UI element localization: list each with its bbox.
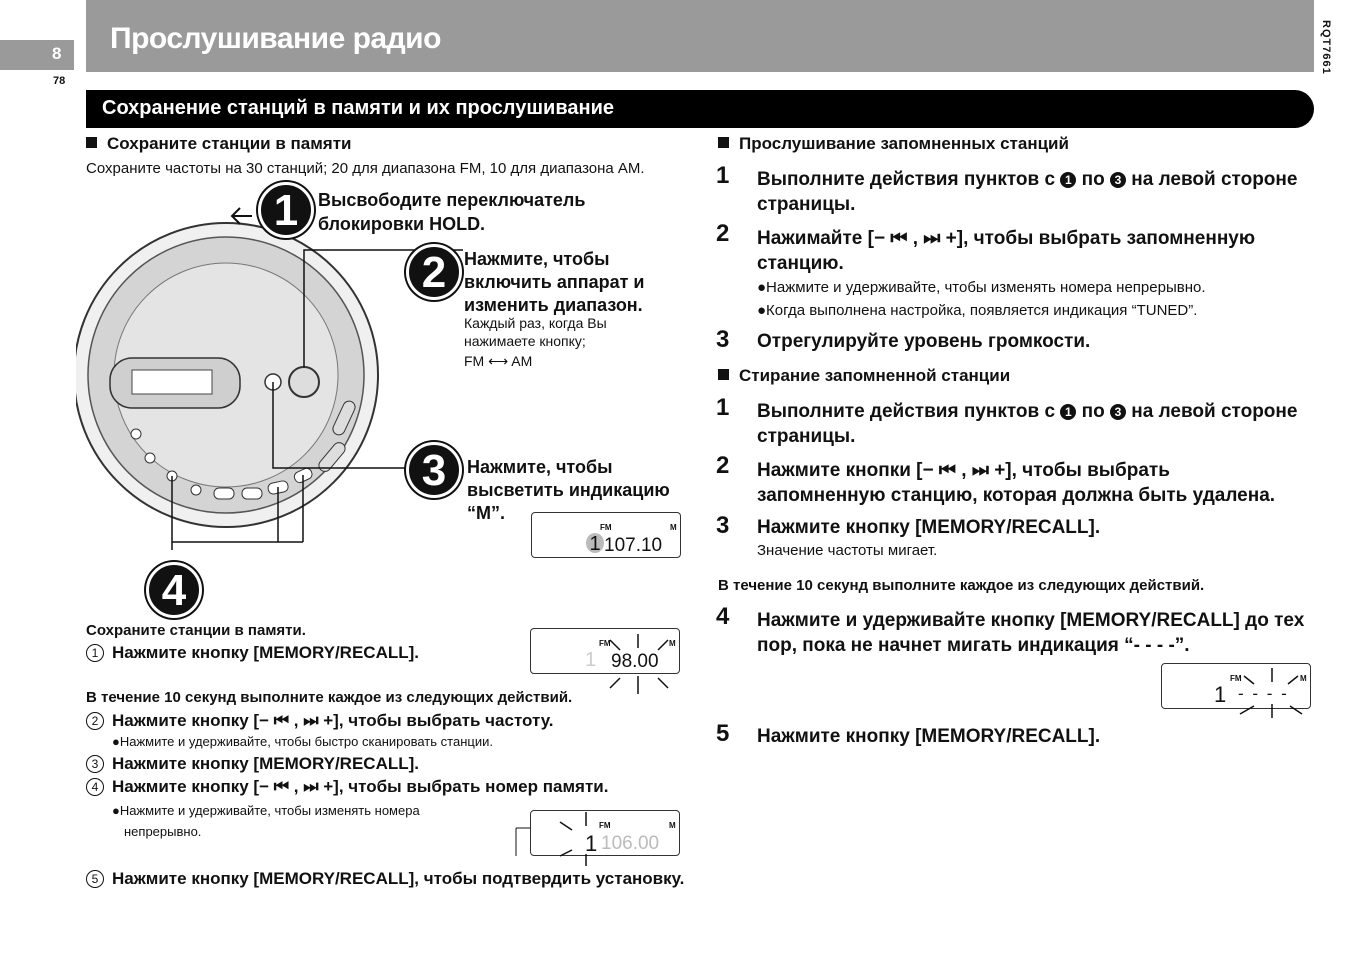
step-4-badge: 4 <box>146 562 202 618</box>
lcd-display-2: FM M 1 98.00 <box>530 628 680 674</box>
left-intro: Сохраните частоты на 30 станций; 20 для диапазона FM, 10 для диапазона АМ. <box>86 160 645 177</box>
left-sub-2-note: ●Нажмите и удерживайте, чтобы быстро сканировать станции. <box>112 734 493 749</box>
e-step-4-text: Нажмите и удерживайте кнопку [MEMORY/RECALL] до тех пор, пока не начнет мигать индикация “- - - -”. <box>757 610 1305 656</box>
step-2-badge: 2 <box>406 244 462 300</box>
step-3-text: Нажмите, чтобы высветить индикацию “M”. <box>467 457 670 523</box>
lcd-display-1: FM M 1 107.10 <box>531 512 681 558</box>
page-number-box <box>0 40 74 70</box>
e-step-5-text: Нажмите кнопку [MEMORY/RECALL]. <box>757 726 1101 747</box>
r-step-3-text: Отрегулируйте уровень громкости. <box>757 331 1091 352</box>
e-step-2-num: 2 <box>716 452 730 479</box>
step-2-note: Каждый раз, когда Вы нажимаете кнопку; FM ⟷ AM <box>464 315 607 369</box>
step-1-text: Высвободите переключатель блокировки HOLD. <box>318 190 586 234</box>
r-step-2-text: Нажимайте [− ⏮ , ⏭ +], чтобы выбрать запомненную станцию. <box>757 228 1256 274</box>
step-1-badge: 1 <box>258 182 314 238</box>
e-step-3-note: Значение частоты мигает. <box>757 542 938 559</box>
left-sub-4: 4 Нажмите кнопку [− ⏮ , ⏭ +], чтобы выбрать номер памяти. <box>86 777 608 797</box>
page-number-sub: 78 <box>53 75 66 87</box>
left-sub-5: 5 Нажмите кнопку [MEMORY/RECALL], чтобы подтвердить установку. <box>86 869 684 889</box>
player-illustration <box>76 170 716 630</box>
lcd-3-blink-marks <box>514 808 594 868</box>
lcd-2-blink-marks <box>600 630 680 698</box>
e-step-4-num: 4 <box>716 603 730 630</box>
page-title: Прослушивание радио <box>110 22 441 55</box>
e-step-1-text: Выполните действия пунктов с 1 по 3 на левой стороне страницы. <box>757 401 1298 447</box>
right-heading-1: Прослушивание запомненных станций <box>718 134 1069 154</box>
right-heading-2: Стирание запомненной станции <box>718 366 1010 386</box>
left-sub-1: 1 Нажмите кнопку [MEMORY/RECALL]. <box>86 643 419 663</box>
lcd-4-blink-marks <box>1230 664 1310 720</box>
e-step-2-text: Нажмите кнопки [− ⏮ , ⏭ +], чтобы выбрать запомненную станцию, которая должна быть удалена. <box>757 460 1276 506</box>
left-sub-2: 2 Нажмите кнопку [− ⏮ , ⏭ +], чтобы выбрать частоту. <box>86 711 553 731</box>
r-step-1-text: Выполните действия пунктов с 1 по 3 на левой стороне страницы. <box>757 169 1298 215</box>
lcd-display-4: FM M 1 - - - - <box>1161 663 1311 709</box>
left-within-10: В течение 10 секунд выполните каждое из следующих действий. <box>86 689 573 706</box>
lcd-display-3: FM M 1 106.00 <box>530 810 680 856</box>
left-heading: Сохраните станции в памяти <box>86 134 352 154</box>
doc-code: RQT7661 <box>1320 20 1332 75</box>
left-sub-3: 3 Нажмите кнопку [MEMORY/RECALL]. <box>86 754 419 774</box>
e-step-3-num: 3 <box>716 512 730 539</box>
step-2-text: Нажмите, чтобы включить аппарат и изменить диапазон. <box>464 249 645 315</box>
step-3-badge: 3 <box>406 442 462 498</box>
left-sub-4-note: ●Нажмите и удерживайте, чтобы изменять номера непрерывно. <box>112 803 420 839</box>
r-step-2-num: 2 <box>716 220 730 247</box>
page-number: 8 <box>52 44 62 63</box>
r-step-1-num: 1 <box>716 162 730 189</box>
e-step-1-num: 1 <box>716 394 730 421</box>
r-step-3-num: 3 <box>716 326 730 353</box>
e-step-3-text: Нажмите кнопку [MEMORY/RECALL]. <box>757 517 1101 538</box>
save-heading: Сохраните станции в памяти. <box>86 622 306 639</box>
right-within-10: В течение 10 секунд выполните каждое из следующих действий. <box>718 577 1205 594</box>
r-step-2-notes: ●Нажмите и удерживайте, чтобы изменять номера непрерывно. ●Когда выполнена настройка, появляется индикация “TUNED”. <box>757 279 1206 319</box>
section-title: Сохранение станций в памяти и их прослушивание <box>102 97 614 119</box>
e-step-5-num: 5 <box>716 720 730 747</box>
